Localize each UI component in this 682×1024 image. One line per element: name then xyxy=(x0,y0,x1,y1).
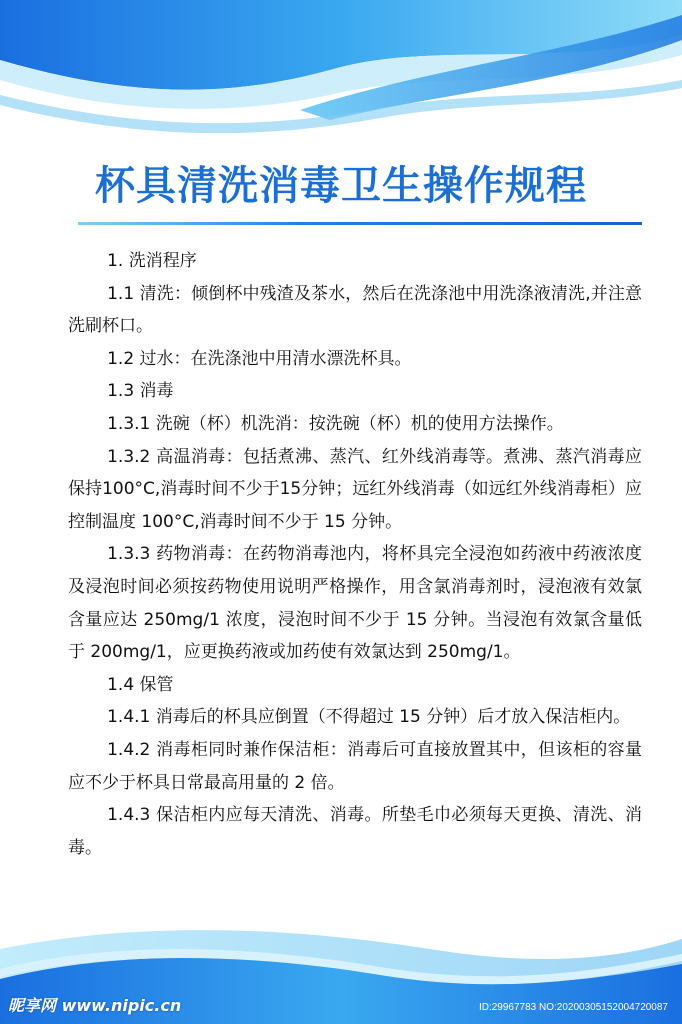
paragraph: 1.4.3 保洁柜内应每天清洗、消毒。所垫毛巾必须每天更换、清洗、消毒。 xyxy=(68,805,642,858)
paragraph: 1.3.1 洗碗（杯）机洗消：按洗碗（杯）机的使用方法操作。 xyxy=(107,413,564,434)
paragraph: 1.3 消毒 xyxy=(107,381,174,402)
paragraph: 1. 洗消程序 xyxy=(107,251,197,271)
top-wave-decoration xyxy=(0,0,682,150)
procedure-body xyxy=(68,245,642,864)
paragraph: 1.4.2 消毒柜同时兼作保洁柜：消毒后可直接放置其中，但该柜的容量应不少于杯具日常最高用量的 2 倍。 xyxy=(68,739,642,793)
page-title: 杯具清洗消毒卫生操作规程 xyxy=(95,163,587,209)
paragraph: 1.4.1 消毒后的杯具应倒置（不得超过 15 分钟）后才放入保洁柜内。 xyxy=(107,707,631,728)
paragraph: 1.1 清洗：倾倒杯中残渣及茶水，然后在洗涤池中用洗涤液清洗,并注意洗刷杯口。 xyxy=(68,283,642,337)
watermark-id: ID:29967783 NO:20200305152004720087 xyxy=(478,1002,668,1013)
paragraph: 1.3.2 高温消毒：包括煮沸、蒸汽、红外线消毒等。煮沸、蒸汽消毒应保持100°C,消毒时间不少于15分钟；远红外线消毒（如远红外线消毒柜）应控制温度 100°C,消毒时间不少于 15 分钟。 xyxy=(68,446,642,532)
paragraph: 1.2 过水：在洗涤池中用清水漂洗杯具。 xyxy=(107,348,412,369)
paragraph: 1.3.3 药物消毒：在药物消毒池内，将杯具完全浸泡如药液中药液浓度及浸泡时间必须按药物使用说明严格操作，用含氯消毒剂时，浸泡液有效氯含量应达 250mg/1 浓度，浸泡时间不少于 15 分钟。当浸泡有效氯含量低于 200mg/1，应更换药液或加药使有效氯达到 250mg/1。 xyxy=(68,544,642,663)
paragraph: 1.4 保管 xyxy=(107,674,174,695)
title-underline xyxy=(78,222,642,225)
watermark-logo: 昵享网 www.nipic.cn xyxy=(8,996,182,1015)
